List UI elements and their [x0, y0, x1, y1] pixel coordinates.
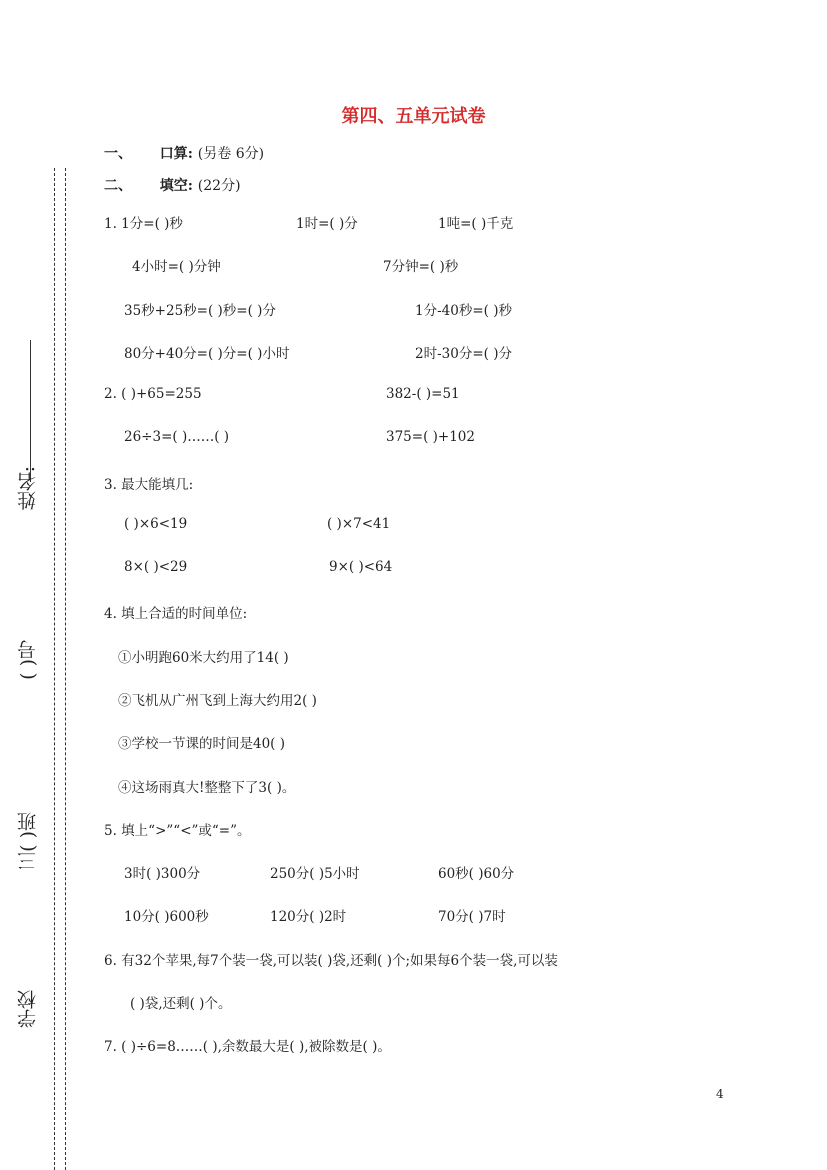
- cut-line-left: [54, 168, 55, 1170]
- q5-line-a: 3时( )300分: [124, 866, 201, 882]
- q4-line-c: ③学校一节课的时间是40( ): [118, 736, 286, 752]
- margin-name-label: 姓名:: [17, 466, 39, 511]
- q1-line-f: 35秒+25秒=( )秒=( )分: [124, 303, 276, 319]
- q2-line-d: 375=( )+102: [386, 429, 475, 445]
- margin-number-label: ( )号: [17, 640, 39, 680]
- section-2-number: 二、: [104, 178, 132, 194]
- page-title: 第四、五单元试卷: [341, 106, 486, 127]
- q3-line-a: ( )×6<19: [124, 516, 188, 532]
- section-1-label: 口算:: [159, 146, 193, 162]
- q5-line-d: 10分( )600秒: [124, 909, 209, 925]
- name-underline: [30, 340, 31, 482]
- q1-line-e: 7分钟=( )秒: [383, 259, 459, 275]
- q6-line-b: ( )袋,还剩( )个。: [130, 996, 232, 1012]
- q2-line-b: 382-( )=51: [386, 386, 460, 402]
- q4-line-b: ②飞机从广州飞到上海大约用2( ): [118, 693, 317, 709]
- q4-heading: 4. 填上合适的时间单位:: [104, 606, 248, 622]
- q5-heading: 5. 填上“>”“<”或“=”。: [104, 823, 251, 839]
- section-2-note: (22分): [197, 178, 241, 194]
- section-1-number: 一、: [104, 146, 132, 162]
- margin-school-label: 学校: [17, 990, 39, 1028]
- section-2-heading: [104, 175, 241, 195]
- q1-line-g: 1分-40秒=( )秒: [415, 303, 512, 319]
- margin-class-label: 三( )班: [17, 812, 39, 871]
- q3-heading: 3. 最大能填几:: [104, 477, 194, 493]
- q4-line-a: ①小明跑60米大约用了14( ): [118, 650, 289, 666]
- q3-line-b: ( )×7<41: [327, 516, 391, 532]
- q2-line-a: 2. ( )+65=255: [104, 386, 202, 402]
- q2-line-c: 26÷3=( )……( ): [124, 429, 230, 445]
- q5-line-f: 70分( )7时: [438, 909, 506, 925]
- q5-line-b: 250分( )5小时: [270, 866, 360, 882]
- q1-line-d: 4小时=( )分钟: [132, 259, 221, 275]
- q1-line-i: 2时-30分=( )分: [415, 346, 512, 362]
- q3-line-d: 9×( )<64: [329, 559, 393, 575]
- q5-line-e: 120分( )2时: [270, 909, 347, 925]
- cut-line-right: [65, 168, 66, 1170]
- page-number: 4: [716, 1087, 724, 1101]
- section-1-heading: [104, 143, 264, 163]
- q5-line-c: 60秒( )60分: [438, 866, 515, 882]
- q3-line-c: 8×( )<29: [124, 559, 188, 575]
- q6-line-a: 6. 有32个苹果,每7个装一袋,可以装( )袋,还剩( )个;如果每6个装一袋,可以装: [104, 953, 558, 969]
- q4-line-d: ④这场雨真大!整整下了3( )。: [118, 780, 296, 796]
- q1-line-h: 80分+40分=( )分=( )小时: [124, 346, 290, 362]
- section-2-label: 填空:: [159, 178, 193, 194]
- q1-line-b: 1时=( )分: [296, 216, 358, 232]
- q1-line-a: 1. 1分=( )秒: [104, 216, 183, 232]
- q1-line-c: 1吨=( )千克: [438, 216, 514, 232]
- section-1-note: (另卷 6分): [197, 146, 265, 162]
- q7-line: 7. ( )÷6=8……( ),余数最大是( ),被除数是( )。: [104, 1039, 391, 1055]
